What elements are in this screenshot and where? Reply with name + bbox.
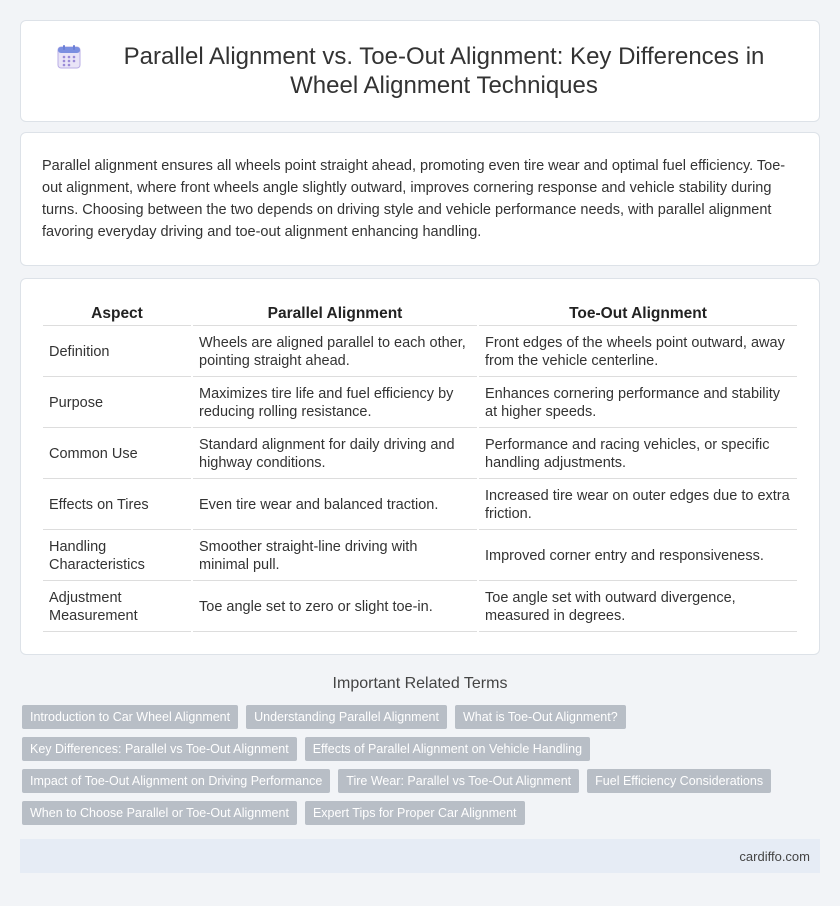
related-term-tag[interactable]: Tire Wear: Parallel vs Toe-Out Alignment — [338, 769, 579, 793]
comparison-table-card — [20, 278, 820, 655]
comparison-table — [41, 301, 799, 634]
related-term-tag[interactable]: When to Choose Parallel or Toe-Out Alignment — [22, 801, 297, 825]
related-term-tag[interactable]: Introduction to Car Wheel Alignment — [22, 705, 238, 729]
header-card — [20, 20, 820, 122]
column-header: Aspect — [43, 303, 191, 326]
footer — [20, 839, 820, 873]
column-header: Toe-Out Alignment — [479, 303, 797, 326]
related-term-tag[interactable]: Effects of Parallel Alignment on Vehicle Handling — [305, 737, 590, 761]
parallel-cell: Smoother straight-line driving with minimal pull. — [193, 532, 477, 581]
toe-out-cell: Improved corner entry and responsiveness. — [479, 532, 797, 581]
aspect-cell: Effects on Tires — [43, 481, 191, 530]
calendar-icon — [56, 44, 82, 70]
related-term-tag[interactable]: Understanding Parallel Alignment — [246, 705, 447, 729]
parallel-cell: Toe angle set to zero or slight toe-in. — [193, 583, 477, 632]
toe-out-cell: Increased tire wear on outer edges due to extra friction. — [479, 481, 797, 530]
toe-out-cell: Toe angle set with outward divergence, measured in degrees. — [479, 583, 797, 632]
table-row — [43, 583, 797, 632]
summary-text: Parallel alignment ensures all wheels point straight ahead, promoting even tire wear and optimal fuel efficiency. Toe-out alignment, where front wheels angle slightly outward, improves cornering response and vehicle stability during turns. Choosing between the two depends on driving style and vehicle performance needs, with parallel alignment favoring everyday driving and toe-out alignment enhancing handling. — [42, 158, 786, 240]
related-term-tag[interactable]: Fuel Efficiency Considerations — [587, 769, 771, 793]
title-wrap — [56, 42, 784, 100]
toe-out-cell: Front edges of the wheels point outward, away from the vehicle centerline. — [479, 328, 797, 377]
related-term-tag[interactable]: Key Differences: Parallel vs Toe-Out Alignment — [22, 737, 297, 761]
footer-site-link[interactable]: cardiffo.com — [739, 848, 810, 864]
related-term-tag[interactable]: Expert Tips for Proper Car Alignment — [305, 801, 525, 825]
table-row — [43, 532, 797, 581]
parallel-cell: Standard alignment for daily driving and highway conditions. — [193, 430, 477, 479]
aspect-cell: Purpose — [43, 379, 191, 428]
toe-out-cell: Performance and racing vehicles, or specific handling adjustments. — [479, 430, 797, 479]
table-row — [43, 481, 797, 530]
related-terms-list — [0, 705, 840, 833]
parallel-cell: Wheels are aligned parallel to each other, pointing straight ahead. — [193, 328, 477, 377]
aspect-cell: Definition — [43, 328, 191, 377]
table-row — [43, 328, 797, 377]
aspect-cell: Handling Characteristics — [43, 532, 191, 581]
column-header: Parallel Alignment — [193, 303, 477, 326]
toe-out-cell: Enhances cornering performance and stability at higher speeds. — [479, 379, 797, 428]
related-terms-title: Important Related Terms — [332, 675, 508, 692]
parallel-cell: Maximizes tire life and fuel efficiency by reducing rolling resistance. — [193, 379, 477, 428]
table-row — [43, 430, 797, 479]
related-term-tag[interactable]: Impact of Toe-Out Alignment on Driving Performance — [22, 769, 330, 793]
table-header-row — [43, 303, 797, 326]
related-term-tag[interactable]: What is Toe-Out Alignment? — [455, 705, 626, 729]
table-row — [43, 379, 797, 428]
aspect-cell: Adjustment Measurement — [43, 583, 191, 632]
page-title: Parallel Alignment vs. Toe-Out Alignment: Key Differences in Wheel Alignment Techniques — [123, 43, 765, 99]
aspect-cell: Common Use — [43, 430, 191, 479]
summary-card — [20, 132, 820, 266]
parallel-cell: Even tire wear and balanced traction. — [193, 481, 477, 530]
